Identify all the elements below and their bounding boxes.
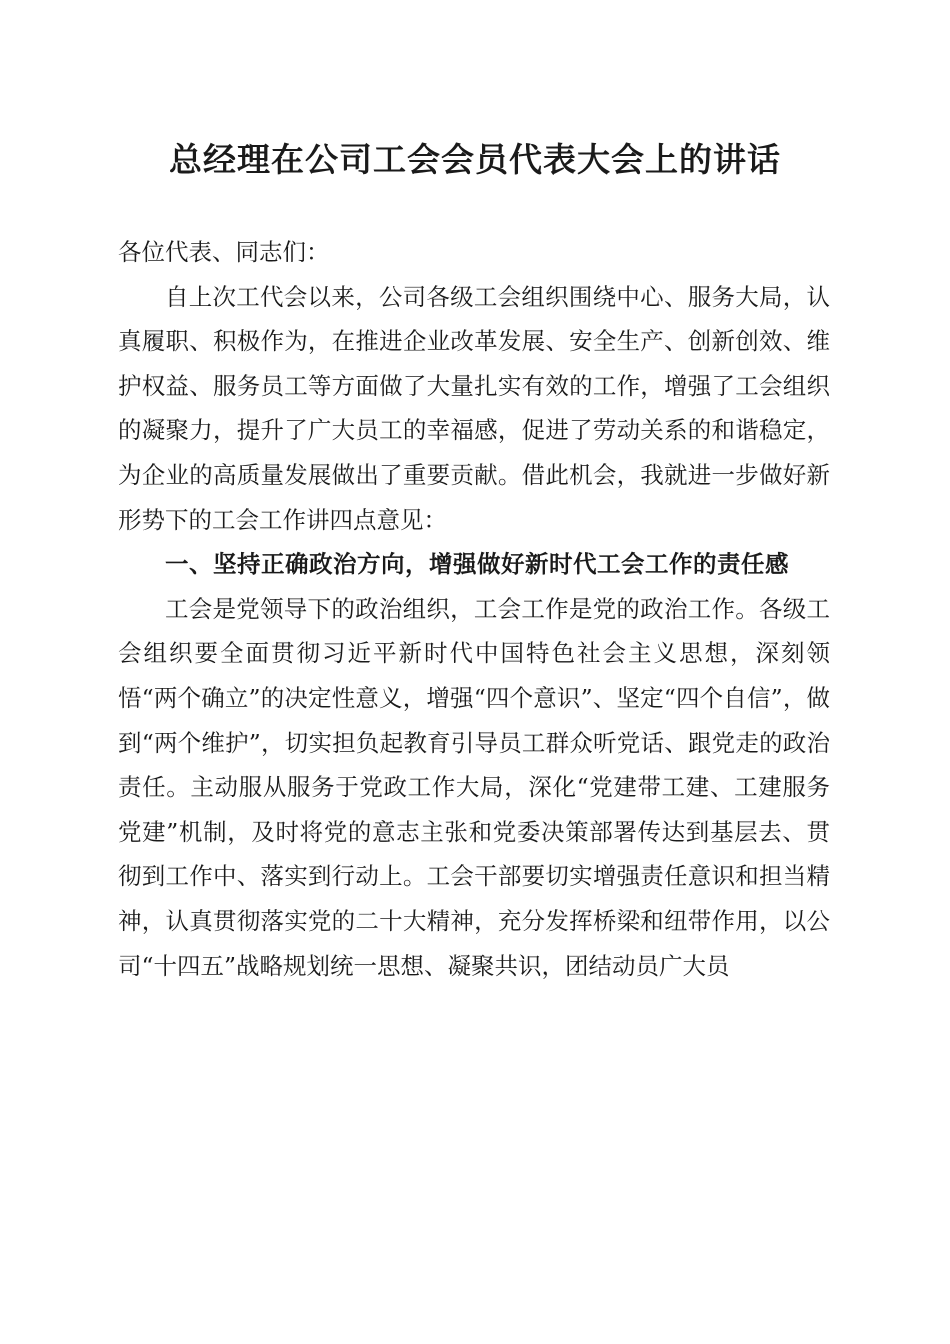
document-body (118, 230, 830, 988)
section-1-heading: 一、坚持正确政治方向，增强做好新时代工会工作的责任感 (165, 550, 789, 579)
intro-paragraph: 自上次工代会以来，公司各级工会组织围绕中心、服务大局，认真履职、积极作为，在推进企业改革发展、安全生产、创新创效、维护权益、服务员工等方面做了大量扎实有效的工作，增强了工会组织的凝聚力，提升了广大员工的幸福感，促进了劳动关系的和谐稳定，为企业的高质量发展做出了重要贡献。借此机会，我就进一步做好新形势下的工会工作讲四点意见： (118, 282, 830, 534)
section-1-paragraph: 工会是党领导下的政治组织，工会工作是党的政治工作。各级工会组织要全面贯彻习近平新时代中国特色社会主义思想，深刻领悟“两个确立”的决定性意义，增强“四个意识”、坚定“四个自信”，做到“两个维护”，切实担负起教育引导员工群众听党话、跟党走的政治责任。主动服从服务于党政工作大局，深化“党建带工建、工建服务党建”机制，及时将党的意志主张和党委决策部署传达到基层去、贯彻到工作中、落实到行动上。工会干部要切实增强责任意识和担当精神，认真贯彻落实党的二十大精神，充分发挥桥梁和纽带作用，以公司“十四五”战略规划统一思想、凝聚共识，团结动员广大员 (118, 594, 830, 980)
salutation: 各位代表、同志们： (118, 238, 330, 266)
document-title: 总经理在公司工会会员代表大会上的讲话 (169, 140, 781, 179)
